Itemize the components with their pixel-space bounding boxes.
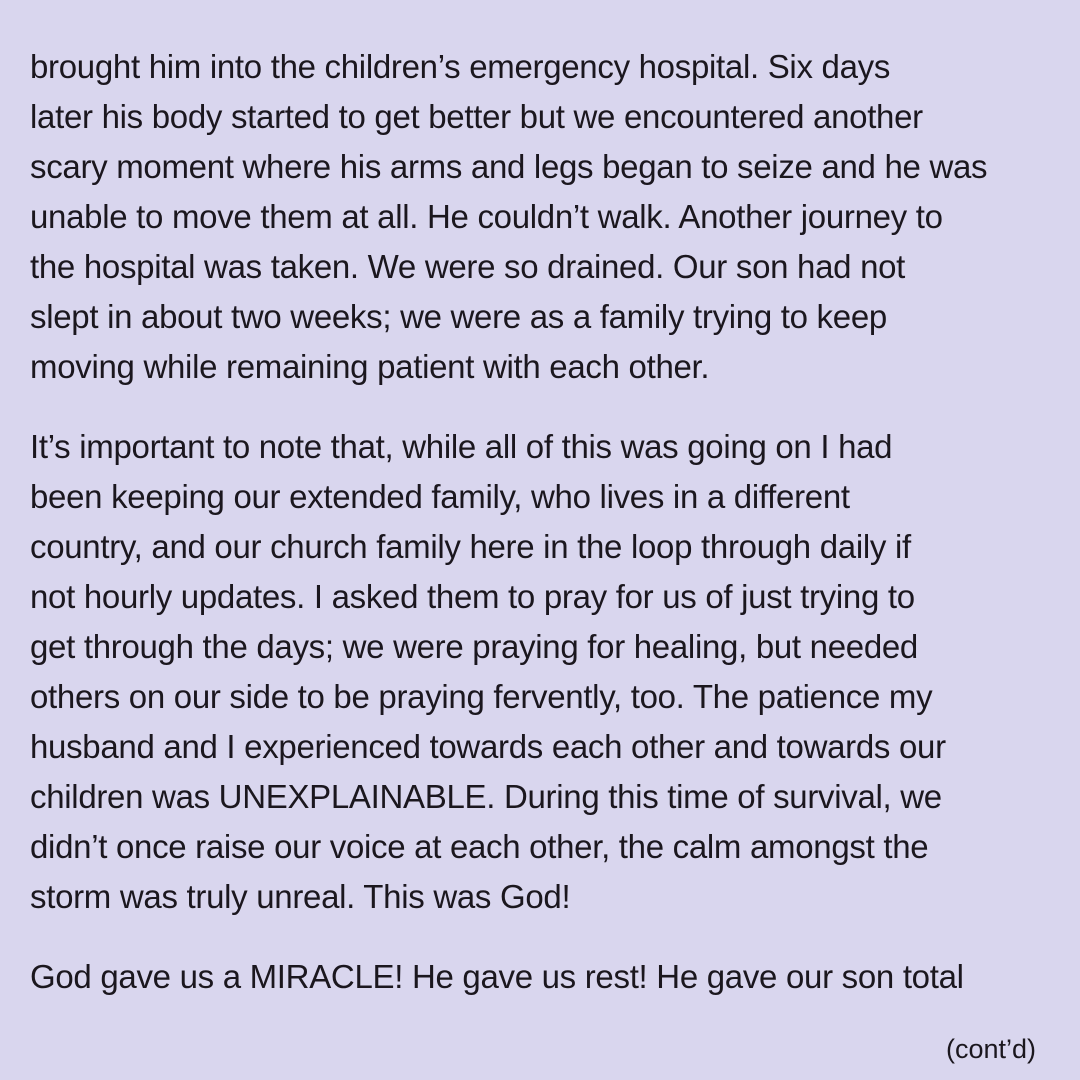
paragraph-3 — [30, 952, 1050, 1002]
text-line: get through the days; we were praying for healing, but needed — [30, 628, 918, 665]
text-line: God gave us a MIRACLE! He gave us rest! He gave our son total — [30, 958, 964, 995]
continuation-label: (cont’d) — [945, 1034, 1036, 1064]
text-line: moving while remaining patient with each other. — [30, 348, 710, 385]
paragraph-2 — [30, 422, 1050, 922]
text-line: been keeping our extended family, who lives in a different — [30, 478, 850, 515]
text-line: husband and I experienced towards each other and towards our — [30, 728, 946, 765]
text-line: slept in about two weeks; we were as a family trying to keep — [30, 298, 887, 335]
text-line: scary moment where his arms and legs began to seize and he was — [30, 148, 988, 185]
text-line: storm was truly unreal. This was God! — [30, 878, 571, 915]
text-line: children was UNEXPLAINABLE. During this time of survival, we — [30, 778, 942, 815]
text-line: not hourly updates. I asked them to pray for us of just trying to — [30, 578, 915, 615]
text-line: country, and our church family here in the loop through daily if — [30, 528, 911, 565]
text-line: later his body started to get better but we encountered another — [30, 98, 923, 135]
paragraph-1 — [30, 42, 1050, 392]
text-line: the hospital was taken. We were so drained. Our son had not — [30, 248, 906, 285]
text-line: didn’t once raise our voice at each other, the calm amongst the — [30, 828, 929, 865]
text-line: unable to move them at all. He couldn’t walk. Another journey to — [30, 198, 943, 235]
text-line: brought him into the children’s emergency hospital. Six days — [30, 48, 891, 85]
text-line: others on our side to be praying fervently, too. The patience my — [30, 678, 933, 715]
text-line: It’s important to note that, while all of this was going on I had — [30, 428, 893, 465]
